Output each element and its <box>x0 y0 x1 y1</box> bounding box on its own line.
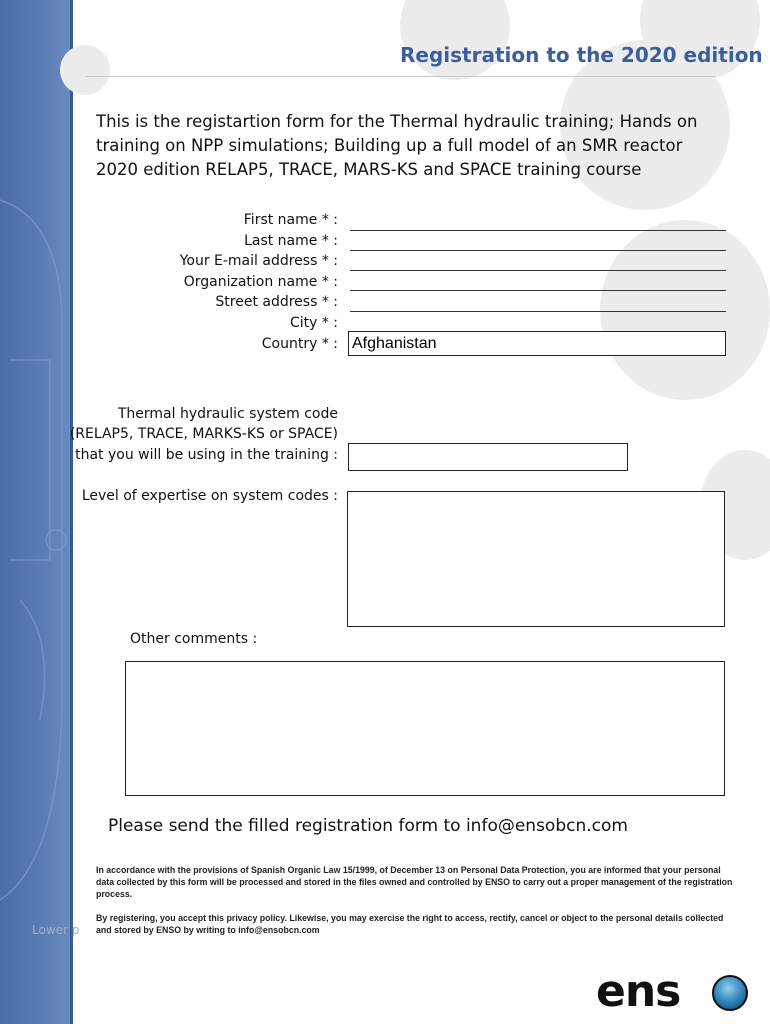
enso-globe-icon <box>712 975 748 1011</box>
organization-label: Organization name * : <box>183 274 338 290</box>
deco-circle <box>60 45 110 95</box>
intro-text: This is the registartion form for the Thermal hydraulic training; Hands on training on NPP simulations; Building up a full model of an SMR reactor 2020 edition RELAP5, TRACE, MARS-KS and SPACE training course <box>96 112 698 179</box>
privacy-policy: By registering, you accept this privacy policy. Likewise, you may exercise the right to access, rectify, cancel or object to the personal details collected and stored by ENSO by writing to info@ensobcn.com <box>96 913 724 935</box>
street-field[interactable] <box>350 311 726 312</box>
first-name-label: First name * : <box>243 212 338 228</box>
system-code-label-line1: Thermal hydraulic system code <box>117 406 338 422</box>
comments-label: Other comments : <box>130 631 258 647</box>
comments-textarea[interactable] <box>125 661 725 796</box>
system-code-input[interactable] <box>348 443 628 471</box>
first-name-field[interactable] <box>350 230 726 231</box>
page-title: Registration to the 2020 edition <box>400 43 763 67</box>
expertise-textarea[interactable] <box>347 491 725 627</box>
organization-field[interactable] <box>350 290 726 291</box>
ghost-text: Lower p <box>32 923 80 937</box>
system-code-label-line2: (RELAP5, TRACE, MARKS-KS or SPACE) <box>69 426 338 442</box>
country-label: Country * : <box>261 336 338 352</box>
email-label: Your E-mail address * : <box>179 253 338 269</box>
title-divider <box>85 76 715 77</box>
last-name-label: Last name * : <box>244 233 338 249</box>
city-label: City * : <box>289 315 338 331</box>
send-instructions: Please send the filled registration form to info@ensobcn.com <box>108 816 628 836</box>
deco-circle <box>400 0 510 80</box>
country-select[interactable]: Afghanistan <box>348 331 726 356</box>
enso-logo-text: ens <box>596 966 681 1017</box>
sidebar-edge <box>70 0 73 1024</box>
email-field[interactable] <box>350 270 726 271</box>
privacy-notice: In accordance with the provisions of Spanish Organic Law 15/1999, of December 13 on Personal Data Protection, you are informed that your personal data collected by this form will be processed and stored in the files owned and controlled by ENSO to carry out a proper management of the registration process. <box>96 865 733 899</box>
deco-circle <box>600 220 770 400</box>
street-label: Street address * : <box>215 294 338 310</box>
expertise-label: Level of expertise on system codes : <box>81 488 338 504</box>
system-code-label-line3: that you will be using in the training : <box>75 447 338 463</box>
last-name-field[interactable] <box>350 250 726 251</box>
sidebar-diagram-art <box>0 0 72 1024</box>
